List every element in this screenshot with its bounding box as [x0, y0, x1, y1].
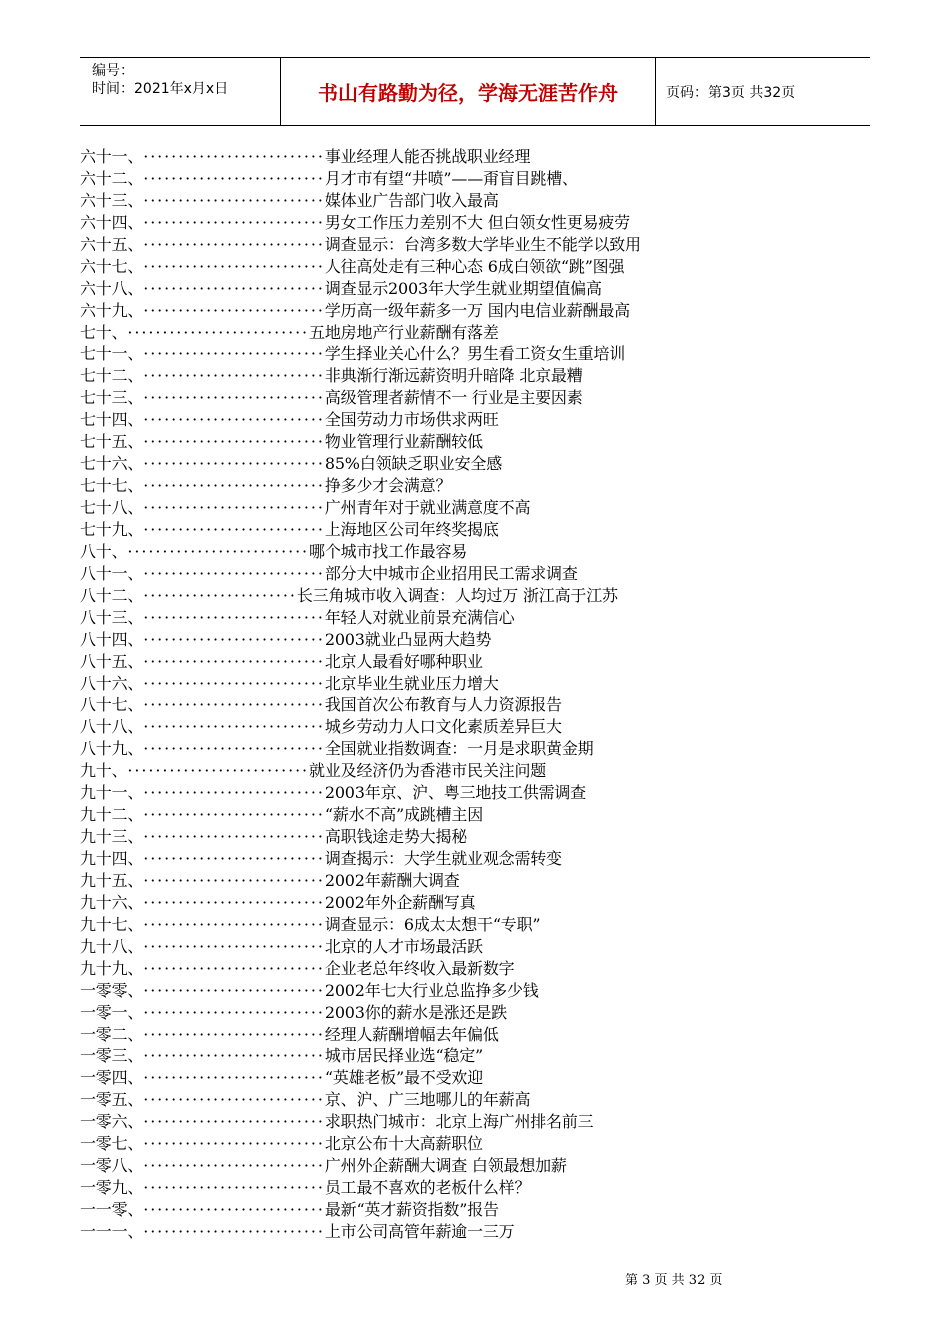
toc-entry[interactable]: [80, 629, 880, 651]
toc-leader-dots: ··························: [143, 651, 325, 671]
toc-leader-dots: ··························: [143, 278, 325, 298]
toc-entry[interactable]: [80, 1199, 880, 1221]
toc-leader-dots: ··························: [143, 914, 325, 934]
toc-leader-dots: ··························: [143, 805, 325, 825]
toc-entry-number: 七十四、: [80, 410, 144, 430]
toc-entry-number: 一零二、: [80, 1024, 144, 1044]
toc-entry[interactable]: [80, 256, 880, 278]
toc-entry-title: 经理人薪酬增幅去年偏低: [324, 1024, 499, 1044]
toc-entry-title: 85%白领缺乏职业安全感: [324, 454, 503, 474]
toc-leader-dots: ··························: [143, 300, 325, 320]
toc-entry-number: 七十七、: [80, 476, 144, 496]
toc-entry-number: 一零六、: [80, 1112, 144, 1132]
toc-entry-number: 一零四、: [80, 1068, 144, 1088]
page-footer: 第 3 页 共 32 页: [625, 1273, 723, 1288]
toc-leader-dots: ··························: [143, 212, 325, 232]
toc-entry[interactable]: [80, 1155, 880, 1177]
toc-entry-title: 挣多少才会满意？: [324, 476, 452, 496]
toc-leader-dots: ··························: [143, 168, 325, 188]
toc-leader-dots: ··························: [143, 498, 325, 517]
toc-entry[interactable]: [80, 870, 880, 892]
toc-entry[interactable]: [80, 914, 880, 936]
toc-entry-number: 一零三、: [80, 1046, 144, 1066]
toc-entry-number: 八十、: [80, 541, 128, 561]
toc-entry-title: 2003就业凸显两大趋势: [324, 629, 492, 649]
toc-leader-dots: ··························: [143, 519, 325, 539]
toc-entry-number: 六十八、: [80, 278, 144, 298]
toc-entry-title: 广州青年对于就业满意度不高: [324, 498, 531, 517]
toc-entry[interactable]: [80, 826, 880, 848]
toc-entry[interactable]: [80, 212, 880, 234]
toc-entry-title: 月才市有望“井喷”——甭盲目跳槽、: [324, 168, 578, 188]
toc-entry[interactable]: [80, 563, 880, 585]
toc-entry-title: 非典渐行渐远薪资明升暗降 北京最糟: [324, 366, 583, 386]
toc-entry-title: 上海地区公司年终奖揭底: [324, 519, 499, 539]
toc-entry-number: 六十五、: [80, 234, 144, 254]
toc-entry[interactable]: [80, 431, 880, 453]
toc-leader-dots: ··························: [143, 1090, 325, 1110]
toc-entry[interactable]: [80, 694, 880, 716]
toc-leader-dots: ··························: [143, 1024, 325, 1044]
toc-entry-number: 六十一、: [80, 147, 144, 166]
toc-entry-number: 八十八、: [80, 717, 144, 737]
toc-leader-dots: ··························: [143, 410, 325, 430]
toc-entry[interactable]: [80, 958, 880, 980]
toc-entry-number: 七十九、: [80, 519, 144, 539]
toc-entry[interactable]: [80, 782, 880, 804]
toc-entry-number: 八十一、: [80, 563, 144, 583]
toc-leader-dots: ··························: [127, 761, 310, 781]
document-number-label: 编号：: [92, 63, 134, 79]
toc-entry[interactable]: [80, 936, 880, 958]
toc-entry-number: 七十五、: [80, 432, 144, 452]
toc-leader-dots: ··························: [143, 1221, 325, 1241]
toc-leader-dots: ··························: [143, 432, 325, 452]
toc-leader-dots: ··························: [143, 695, 325, 715]
document-time-label: 时间：2021年x月x日: [92, 81, 229, 97]
toc-entry-title: 2003你的薪水是涨还是跌: [324, 1002, 507, 1022]
toc-entry-number: 六十二、: [80, 168, 144, 188]
toc-entry[interactable]: [80, 1089, 880, 1111]
toc-leader-dots: ··························: [143, 739, 325, 759]
toc-entry[interactable]: [80, 1177, 880, 1199]
toc-leader-dots: ··························: [143, 147, 325, 166]
toc-leader-dots: ··························: [143, 1156, 325, 1176]
toc-leader-dots: ··························: [127, 541, 310, 561]
toc-entry-title: 调查揭示：大学生就业观念需转变: [324, 849, 562, 868]
toc-entry[interactable]: [80, 146, 880, 168]
toc-entry-number: 七十八、: [80, 498, 144, 517]
toc-entry[interactable]: [80, 1067, 880, 1089]
toc-entry-number: 八十二、: [80, 585, 144, 605]
toc-entry-title: 年轻人对就业前景充满信心: [324, 607, 515, 627]
toc-entry[interactable]: [80, 497, 880, 519]
toc-entry-title: 人往高处走有三种心态 6成白领欲“跳”图强: [324, 256, 625, 276]
toc-entry[interactable]: [80, 234, 880, 256]
toc-leader-dots: ··························: [143, 563, 325, 583]
toc-entry-number: 六十七、: [80, 256, 144, 276]
toc-leader-dots: ··························: [143, 673, 325, 693]
toc-entry-number: 八十五、: [80, 651, 144, 671]
toc-entry[interactable]: [80, 1045, 880, 1067]
toc-leader-dots: ··························: [143, 1112, 325, 1132]
toc-leader-dots: ··························: [143, 980, 325, 1000]
toc-entry-title: 学历高一级年薪多一万 国内电信业薪酬最高: [324, 300, 630, 320]
toc-leader-dots: ··························: [143, 256, 325, 276]
toc-entry-title: 京、沪、广三地哪儿的年薪高: [324, 1090, 531, 1110]
toc-entry-number: 九十七、: [80, 914, 144, 934]
toc-entry-number: 七十二、: [80, 366, 144, 386]
toc-entry-title: 北京的人才市场最活跃: [324, 936, 483, 956]
toc-entry-title: 男女工作压力差别不大 但白领女性更易疲劳: [324, 212, 630, 232]
toc-entry[interactable]: [80, 1111, 880, 1133]
toc-entry-title: 求职热门城市：北京上海广州排名前三: [324, 1112, 594, 1132]
toc-entry-title: 全国劳动力市场供求两旺: [324, 410, 499, 430]
toc-entry[interactable]: [80, 607, 880, 629]
toc-entry[interactable]: [80, 300, 880, 322]
toc-entry-number: 九十三、: [80, 827, 144, 847]
toc-entry[interactable]: [80, 651, 880, 673]
toc-entry-title: 城乡劳动力人口文化素质差异巨大: [324, 717, 562, 737]
toc-entry-title: 高级管理者薪情不一 行业是主要因素: [324, 388, 583, 408]
toc-entry[interactable]: [80, 475, 880, 497]
toc-entry-title: 媒体业广告部门收入最高: [324, 190, 499, 210]
toc-entry[interactable]: [80, 892, 880, 914]
toc-entry-title: 哪个城市找工作最容易: [309, 541, 468, 561]
toc-entry[interactable]: [80, 365, 880, 387]
toc-entry[interactable]: [80, 168, 880, 190]
header-meta: [80, 58, 280, 125]
toc-entry[interactable]: [80, 738, 880, 760]
toc-leader-dots: ··························: [143, 958, 325, 978]
toc-entry-number: 一零七、: [80, 1134, 144, 1154]
toc-entry[interactable]: [80, 541, 880, 563]
toc-entry[interactable]: [80, 322, 880, 344]
toc-leader-dots: ··························: [143, 870, 325, 890]
toc-leader-dots: ··························: [143, 1002, 325, 1022]
toc-entry[interactable]: [80, 848, 880, 870]
toc-entry-number: 八十六、: [80, 673, 144, 693]
toc-entry-number: 七十六、: [80, 454, 144, 474]
toc-entry-title: “英雄老板”最不受欢迎: [324, 1068, 484, 1088]
toc-entry[interactable]: [80, 980, 880, 1002]
toc-leader-dots: ··························: [143, 1200, 325, 1219]
toc-entry-number: 七十三、: [80, 388, 144, 408]
toc-leader-dots: ··························: [143, 454, 325, 474]
toc-entry-title: 企业老总年终收入最新数字: [324, 958, 515, 978]
toc-entry-title: 我国首次公布教育与人力资源报告: [324, 695, 562, 715]
toc-entry[interactable]: [80, 673, 880, 695]
toc-leader-dots: ··························: [143, 190, 325, 210]
toc-entry-title: 全国就业指数调查：一月是求职黄金期: [324, 739, 594, 759]
toc-entry-number: 九十五、: [80, 870, 144, 890]
toc-entry[interactable]: [80, 1133, 880, 1155]
toc-leader-dots: ··························: [143, 1134, 325, 1154]
toc-leader-dots: ··························: [143, 892, 325, 912]
toc-entry-number: 六十四、: [80, 212, 144, 232]
toc-leader-dots: ··························: [143, 1046, 325, 1066]
table-of-contents: [80, 146, 880, 1243]
toc-leader-dots: ··························: [143, 717, 325, 737]
toc-entry-title: 事业经理人能否挑战职业经理: [324, 147, 531, 166]
toc-entry-title: 2002年外企薪酬写真: [324, 892, 476, 912]
toc-entry-number: 一零八、: [80, 1156, 144, 1176]
toc-entry-title: 北京毕业生就业压力增大: [324, 673, 499, 693]
page-header: [80, 57, 870, 126]
header-motto: 书山有路勤为径，学海无涯苦作舟: [280, 58, 656, 125]
toc-entry-title: 2002年七大行业总监挣多少钱: [324, 980, 539, 1000]
toc-entry[interactable]: [80, 387, 880, 409]
toc-entry-number: 九十一、: [80, 783, 144, 803]
toc-entry-title: 调查显示：6成太太想干“专职”: [324, 914, 541, 934]
toc-leader-dots: ··························: [143, 366, 325, 386]
toc-entry-number: 一零一、: [80, 1002, 144, 1022]
toc-entry-number: 九十六、: [80, 892, 144, 912]
toc-entry-title: 长三角城市收入调查：人均过万 浙江高于江苏: [296, 585, 618, 605]
toc-leader-dots: ··························: [143, 388, 325, 408]
toc-leader-dots: ··························: [143, 629, 325, 649]
toc-entry[interactable]: [80, 278, 880, 300]
toc-leader-dots: ··························: [143, 476, 325, 496]
toc-entry-title: 员工最不喜欢的老板什么样？: [324, 1178, 531, 1198]
toc-entry-title: 调查显示：台湾多数大学毕业生不能学以致用: [324, 234, 641, 254]
toc-entry-title: 高职钱途走势大揭秘: [324, 827, 468, 847]
toc-entry-number: 一零零、: [80, 980, 144, 1000]
toc-entry-number: 八十三、: [80, 607, 144, 627]
toc-leader-dots: ··························: [143, 827, 325, 847]
toc-entry[interactable]: [80, 1002, 880, 1024]
toc-leader-dots: ··························: [143, 849, 325, 868]
toc-entry-title: 五地房地产行业薪酬有落差: [309, 322, 499, 342]
toc-entry[interactable]: [80, 343, 880, 365]
toc-leader-dots: ··························: [143, 607, 325, 627]
toc-leader-dots: ··························: [143, 1068, 325, 1088]
toc-entry-number: 一零五、: [80, 1090, 144, 1110]
toc-entry[interactable]: [80, 760, 880, 782]
toc-leader-dots: ··························: [127, 322, 310, 342]
toc-entry[interactable]: [80, 585, 880, 607]
toc-leader-dots: ··························: [143, 783, 325, 803]
toc-entry-number: 六十三、: [80, 190, 144, 210]
toc-entry[interactable]: [80, 716, 880, 738]
header-page-info: 页码：第3页 共32页: [666, 84, 796, 101]
toc-entry-number: 八十四、: [80, 629, 144, 649]
toc-entry-number: 八十九、: [80, 739, 144, 759]
toc-entry-number: 七十、: [80, 322, 128, 342]
toc-entry-number: 六十九、: [80, 300, 144, 320]
toc-entry-number: 九十二、: [80, 805, 144, 825]
toc-entry-title: 北京人最看好哪种职业: [324, 651, 483, 671]
toc-entry-number: 九十、: [80, 761, 128, 781]
toc-entry-title: 部分大中城市企业招用民工需求调查: [324, 563, 578, 583]
toc-entry-number: 一一一、: [80, 1221, 144, 1241]
toc-entry-title: 物业管理行业薪酬较低: [324, 432, 483, 452]
toc-entry-title: 北京公布十大高薪职位: [324, 1134, 483, 1154]
toc-entry-title: “薪水不高”成跳槽主因: [324, 805, 484, 825]
toc-entry-title: 2002年薪酬大调查: [324, 870, 460, 890]
toc-leader-dots: ··························: [143, 1178, 325, 1198]
toc-leader-dots: ··························: [143, 936, 325, 956]
toc-leader-dots: ··························: [143, 234, 325, 254]
toc-entry-number: 九十九、: [80, 958, 144, 978]
toc-entry-title: 城市居民择业选“稳定”: [324, 1046, 484, 1066]
toc-entry[interactable]: [80, 190, 880, 212]
toc-entry-number: 一一零、: [80, 1200, 144, 1219]
toc-entry-title: 调查显示2003年大学生就业期望值偏高: [324, 278, 602, 298]
toc-leader-dots: ··························: [143, 344, 325, 364]
toc-entry[interactable]: [80, 1221, 880, 1243]
toc-leader-dots: ······················: [143, 585, 297, 605]
toc-entry-number: 九十四、: [80, 849, 144, 868]
toc-entry-title: 学生择业关心什么？男生看工资女生重培训: [324, 344, 626, 364]
toc-entry-title: 上市公司高管年薪逾一三万: [324, 1221, 515, 1241]
toc-entry-number: 八十七、: [80, 695, 144, 715]
toc-entry[interactable]: [80, 519, 880, 541]
toc-entry[interactable]: [80, 1024, 880, 1046]
toc-entry-title: 广州外企薪酬大调查 白领最想加薪: [324, 1156, 567, 1176]
toc-entry[interactable]: [80, 409, 880, 431]
toc-entry-number: 七十一、: [80, 344, 144, 364]
toc-entry-title: 最新“英才薪资指数”报告: [324, 1200, 499, 1219]
toc-entry-title: 就业及经济仍为香港市民关注问题: [309, 761, 547, 781]
toc-entry-number: 九十八、: [80, 936, 144, 956]
toc-entry[interactable]: [80, 804, 880, 826]
toc-entry-title: 2003年京、沪、粤三地技工供需调查: [324, 783, 586, 803]
toc-entry-number: 一零九、: [80, 1178, 144, 1198]
toc-entry[interactable]: [80, 453, 880, 475]
